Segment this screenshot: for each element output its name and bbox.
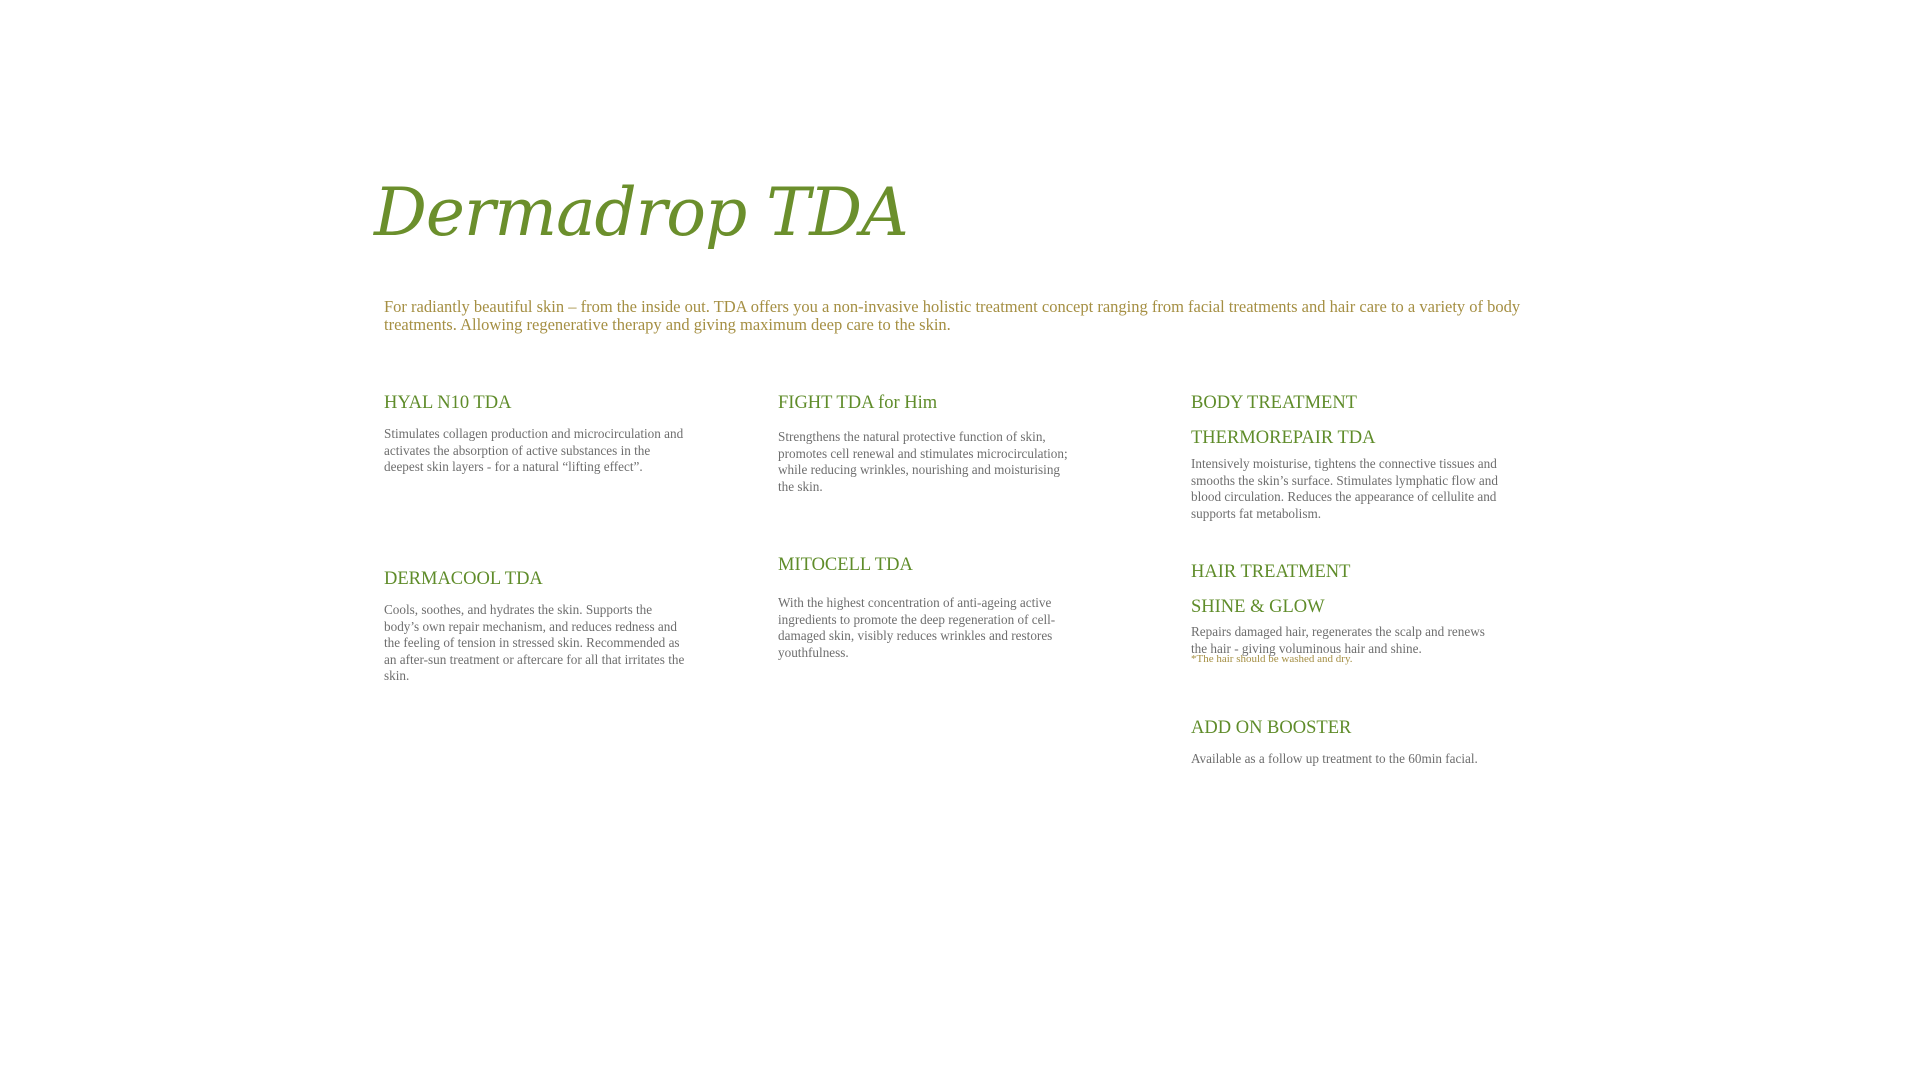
treatment-addon bbox=[1191, 717, 1511, 768]
treatment-note: *The hair should be washed and dry. bbox=[1191, 653, 1353, 666]
treatment-title: FIGHT TDA for Him bbox=[778, 393, 938, 413]
category-heading: HAIR TREATMENT bbox=[1191, 562, 1351, 582]
treatment-description: Repairs damaged hair, regenerates the scalp and renews the hair - giving voluminous hair and shine. bbox=[1191, 624, 1485, 656]
intro-text: For radiantly beautiful skin – from the inside out. TDA offers you a non-invasive holistic treatment concept ranging from facial treatments and hair care to a variety of body treatments. Allowing regenerative therapy and giving maximum deep care to the skin. bbox=[384, 297, 1521, 334]
treatment-title: DERMACOOL TDA bbox=[384, 569, 543, 589]
brand-title: Dermadrop TDA bbox=[374, 174, 908, 251]
treatment-title: SHINE & GLOW bbox=[1191, 597, 1325, 617]
treatment-description: Cools, soothes, and hydrates the skin. Supports the body’s own repair mechanism, and reduces redness and the feeling of tension in stressed skin. Recommended as an after-sun treatment or aftercare for all that irritates the skin. bbox=[384, 602, 685, 684]
treatment-description: With the highest concentration of anti-ageing active ingredients to promote the deep regeneration of cell-damaged skin, visibly reduces wrinkles and restores youthfulness. bbox=[778, 595, 1056, 660]
treatment-description: Strengthens the natural protective function of skin, promotes cell renewal and stimulates microcirculation; while reducing wrinkles, nourishing and moisturising the skin. bbox=[778, 429, 1068, 494]
treatment-title: ADD ON BOOSTER bbox=[1191, 718, 1352, 738]
treatment-title: THERMOREPAIR TDA bbox=[1191, 428, 1376, 448]
category-heading: BODY TREATMENT bbox=[1191, 393, 1357, 413]
treatment-description: Intensively moisturise, tightens the connective tissues and smooths the skin’s surface. Stimulates lymphatic flow and blood circulation. Reduces the appearance of cellulite and supports fat metabolism. bbox=[1191, 456, 1498, 521]
treatment-body bbox=[1191, 392, 1511, 522]
treatment-title: HYAL N10 TDA bbox=[384, 393, 512, 413]
treatment-hair bbox=[1191, 561, 1511, 666]
treatment-hyal bbox=[384, 392, 689, 476]
treatment-dermacool bbox=[384, 568, 689, 685]
treatment-title: MITOCELL TDA bbox=[778, 555, 913, 575]
treatment-mitocell bbox=[778, 554, 1073, 661]
treatment-description: Available as a follow up treatment to the 60min facial. bbox=[1191, 751, 1478, 766]
treatment-description: Stimulates collagen production and microcirculation and activates the absorption of active substances in the deepest skin layers - for a natural “lifting effect”. bbox=[384, 426, 684, 475]
treatment-fight bbox=[778, 392, 1073, 495]
